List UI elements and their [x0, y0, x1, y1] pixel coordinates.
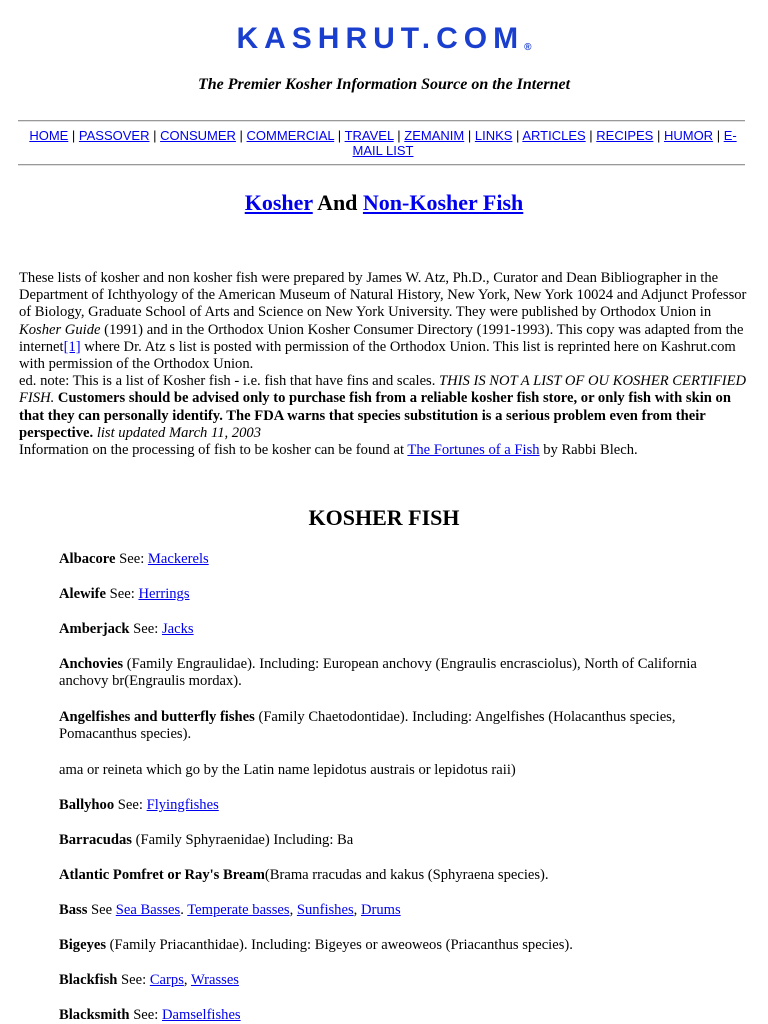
- fish-entry: [59, 762, 699, 779]
- nav-separator: |: [653, 128, 664, 143]
- fortunes-of-a-fish-link[interactable]: The Fortunes of a Fish: [407, 442, 540, 459]
- see-also-link[interactable]: Sunfishes: [296, 902, 354, 918]
- fish-entry: [59, 972, 699, 989]
- processing-info-author: by Rabbi Blech.: [539, 442, 638, 459]
- non-kosher-fish-link[interactable]: Non-Kosher Fish: [362, 190, 524, 215]
- fish-entry: [59, 832, 699, 849]
- nav-link-consumer[interactable]: CONSUMER: [160, 128, 236, 143]
- nav-separator: |: [235, 128, 247, 143]
- fish-description: See: [87, 902, 116, 918]
- nav-divider: [18, 164, 745, 166]
- fish-name: Blacksmith: [59, 1007, 130, 1023]
- kosher-guide-title: Kosher Guide: [19, 321, 101, 338]
- fish-entry: [59, 902, 699, 919]
- kosher-link[interactable]: Kosher: [244, 190, 313, 215]
- fish-entry: [59, 797, 699, 814]
- fish-entry: [59, 709, 699, 744]
- link-separator: ,: [289, 902, 297, 918]
- nav-link-articles[interactable]: ARTICLES: [522, 128, 586, 143]
- fish-description: (Brama rracudas and kakus (Sphyraena species).: [264, 867, 549, 883]
- nav-link-home[interactable]: HOME: [29, 128, 69, 143]
- fish-entry: [59, 621, 699, 638]
- nav-separator: |: [149, 128, 161, 143]
- fish-name: Bigeyes: [59, 937, 107, 953]
- see-also-link[interactable]: Wrasses: [190, 972, 239, 988]
- see-also-link[interactable]: Damselfishes: [161, 1007, 241, 1023]
- nav-separator: |: [334, 128, 345, 143]
- fish-name: Amberjack: [59, 621, 130, 637]
- fish-name: Albacore: [59, 551, 116, 567]
- list-updated-date: list updated March 11, 2003: [93, 424, 261, 441]
- see-also-link[interactable]: Sea Basses: [115, 902, 181, 918]
- nav-link-commercial[interactable]: COMMERCIAL: [246, 128, 335, 143]
- site-tagline: The Premier Kosher Information Source on the Internet: [197, 76, 571, 93]
- fish-name: Ballyhoo: [59, 797, 115, 813]
- fish-description: See:: [117, 972, 150, 988]
- nav-link-humor[interactable]: HUMOR: [663, 128, 714, 143]
- fish-description: (Family Sphyraenidae) Including: Ba: [131, 832, 354, 848]
- link-separator: ,: [353, 902, 361, 918]
- top-divider: [18, 120, 745, 122]
- registered-mark: ®: [524, 42, 532, 53]
- nav-separator: |: [512, 128, 523, 143]
- site-logo[interactable]: [0, 22, 768, 56]
- nav-link-zemanim[interactable]: ZEMANIM: [404, 128, 465, 143]
- see-also-link[interactable]: Jacks: [161, 621, 194, 637]
- nav-separator: |: [393, 128, 405, 143]
- footnote-link[interactable]: [1]: [63, 338, 81, 355]
- nav-link-e-mail-list[interactable]: E-MAIL LIST: [352, 128, 737, 158]
- nav-separator: |: [585, 128, 597, 143]
- page-title: [0, 190, 768, 216]
- intro-p1-b: (1991) and in the Orthodox Union Kosher Consumer Directory (1991-1993). This copy was adapted from the internet: [19, 321, 744, 355]
- nav-link-recipes[interactable]: RECIPES: [596, 128, 654, 143]
- fish-entry: [59, 1007, 699, 1024]
- see-also-link[interactable]: Drums: [360, 902, 401, 918]
- see-also-link[interactable]: Mackerels: [147, 551, 209, 567]
- fish-name: Barracudas: [59, 832, 132, 848]
- fish-description: (Family Priacanthidae). Including: Bigeyes or aweoweos (Priacanthus species).: [106, 937, 573, 953]
- nav-separator: |: [464, 128, 475, 143]
- fish-description: See:: [129, 621, 162, 637]
- fish-entry: [59, 656, 699, 691]
- fish-name: Angelfishes and butterfly fishes: [59, 709, 255, 725]
- see-also-link[interactable]: Carps: [149, 972, 184, 988]
- main-navigation: [24, 128, 742, 158]
- fish-entry: [59, 937, 699, 954]
- kosher-fish-heading: KOSHER FISH: [308, 505, 460, 530]
- intro-p1-a: These lists of kosher and non kosher fish were prepared by James W. Atz, Ph.D., Curator and Dean Bibliographer in the Department of Ichthyology of the American Museum of Natural History, New York, New York 10024 and Adjunct Professor of Biology, Graduate School of Arts and Science on New York University. They were published by Orthodox Union in: [19, 270, 747, 321]
- nav-separator: |: [713, 128, 724, 143]
- fish-entry: [59, 586, 699, 603]
- title-and: And: [317, 190, 358, 215]
- fish-description: (Family Engraulidae). Including: European anchovy (Engraulis encrasciolus), North of California anchovy br(Engraulis mordax).: [59, 656, 697, 690]
- fish-name: Alewife: [59, 586, 107, 602]
- fish-description: ama or reineta which go by the Latin name lepidotus austrais or lepidotus raii): [59, 762, 516, 778]
- link-separator: ,: [183, 972, 191, 988]
- nav-link-passover[interactable]: PASSOVER: [78, 128, 150, 143]
- fish-description: (Family Chaetodontidae). Including: Angelfishes (Holacanthus species, Pomacanthus species).: [59, 709, 676, 743]
- customer-warning: Customers should be advised only to purchase fish from a reliable kosher fish store, or only fish with skin on that they can personally identify. The FDA warns that species substitution is a serious problem even from their perspective.: [19, 390, 731, 441]
- fish-description: See:: [129, 1007, 162, 1023]
- fish-name: Bass: [59, 902, 88, 918]
- logo-text: KASHRUT.COM: [236, 22, 525, 55]
- fish-description: See:: [114, 797, 147, 813]
- see-also-link[interactable]: Flyingfishes: [146, 797, 219, 813]
- not-ou-list-notice: THIS IS NOT A LIST OF OU KOSHER CERTIFIED FISH.: [19, 373, 747, 407]
- see-also-link[interactable]: Herrings: [138, 586, 190, 602]
- fish-description: See:: [115, 551, 148, 567]
- fish-entry: [59, 551, 699, 568]
- nav-link-travel[interactable]: TRAVEL: [344, 128, 394, 143]
- fish-name: Blackfish: [59, 972, 118, 988]
- fish-entry: [59, 867, 699, 884]
- editor-note: ed. note: This is a list of Kosher fish - i.e. fish that have fins and scales.: [19, 373, 440, 390]
- link-separator: .: [180, 902, 188, 918]
- intro-text: [19, 270, 747, 459]
- processing-info: Information on the processing of fish to be kosher can be found at: [19, 442, 408, 459]
- fish-name: Atlantic Pomfret or Ray's Bream: [59, 867, 265, 883]
- nav-separator: |: [68, 128, 79, 143]
- fish-description: See:: [106, 586, 139, 602]
- intro-p1-c: where Dr. Atz s list is posted with permission of the Orthodox Union. This list is reprinted here on Kashrut.com with permission of the Orthodox Union.: [19, 338, 736, 373]
- fish-name: Anchovies: [59, 656, 124, 672]
- nav-link-links[interactable]: LINKS: [474, 128, 513, 143]
- see-also-link[interactable]: Temperate basses: [187, 902, 290, 918]
